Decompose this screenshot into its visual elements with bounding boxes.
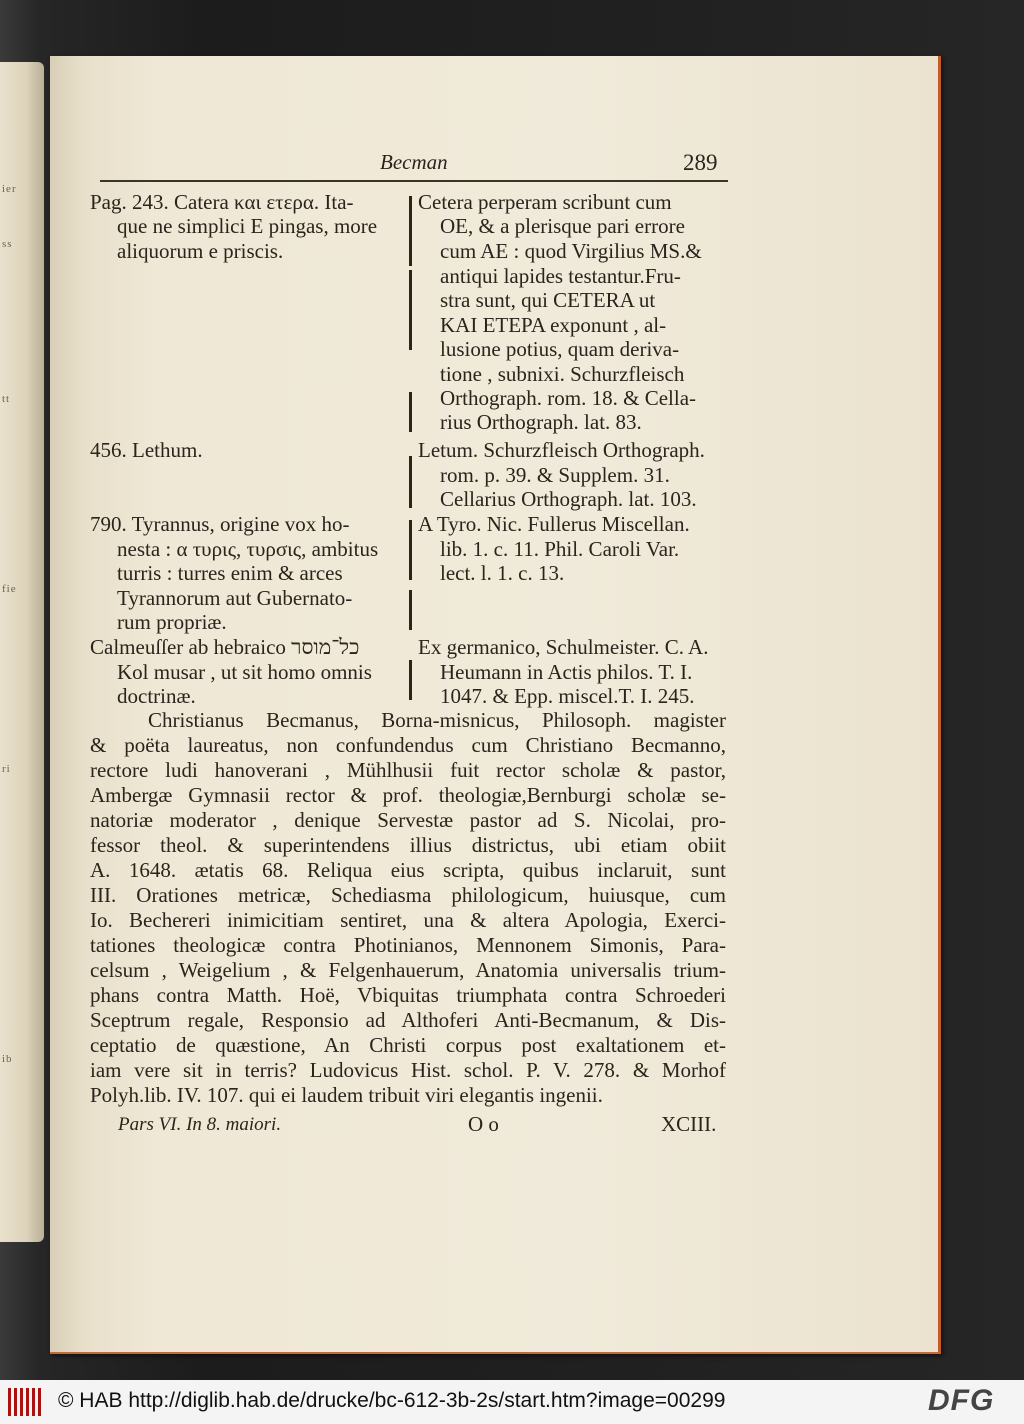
entry-right-line: Ex germanico, Schulmeister. C. A. — [418, 635, 709, 659]
entry-left-line: nesta : α τυρις, τυρσις, ambitus — [117, 537, 379, 561]
entry-right-line: cum AE : quod Virgilius MS.& — [440, 239, 702, 263]
body-text-line: rectore ludi hanoverani , Mühlhusii fuit rector scholæ & pastor, — [90, 758, 726, 782]
entry-left-line: que ne simplici E pingas, more — [117, 214, 378, 238]
source-credit: © HAB http://diglib.hab.de/drucke/bc-612-3b-2s/start.htm?image=00299 — [58, 1389, 726, 1412]
entry-right-line: Cellarius Orthograph. lat. 103. — [440, 487, 697, 511]
entry-right-line: lib. 1. c. 11. Phil. Caroli Var. — [440, 537, 680, 561]
entry-right-line: stra sunt, qui CETERA ut — [440, 288, 656, 312]
entry-left-line: aliquorum e priscis. — [117, 239, 284, 263]
column-separator — [409, 456, 412, 508]
body-text-line: Ambergæ Gymnasii rector & prof. theologiæ,Bernburgi scholæ se- — [90, 783, 726, 807]
body-text-line: iam vere sit in terris? Ludovicus Hist. schol. P. V. 278. & Morhof — [90, 1058, 726, 1082]
library-barcode-icon — [8, 1388, 42, 1416]
entry-right-line: Cetera perperam scribunt cum — [418, 190, 672, 214]
entry-left-line: 456. Lethum. — [90, 438, 203, 462]
entry-left-line: 790. Tyrannus, origine vox ho- — [90, 512, 350, 536]
column-separator — [409, 392, 412, 432]
entry-right-line: rom. p. 39. & Supplem. 31. — [440, 463, 670, 487]
entry-right-line: lusione potius, quam deriva- — [440, 337, 680, 361]
header-rule — [100, 180, 728, 182]
entry-right-line: tione , subnixi. Schurzfleisch — [440, 362, 685, 386]
column-separator — [409, 590, 412, 630]
body-text-line: celsum , Weigelium , & Felgenhauerum, Anatomia universalis trium- — [90, 958, 726, 982]
entry-right-line: rius Orthograph. lat. 83. — [440, 410, 642, 434]
column-separator — [409, 520, 412, 580]
entry-right-line: Heumann in Actis philos. T. I. — [440, 660, 693, 684]
body-text-line: natoriæ moderator , denique Servestæ pastor ad S. Nicolai, pro- — [90, 808, 726, 832]
page-number: 289 — [683, 150, 718, 175]
column-separator — [409, 660, 412, 700]
body-text-line: ceptatio de quæstione, An Christi corpus post exaltationem et- — [90, 1033, 726, 1057]
column-separator — [409, 270, 412, 350]
body-text-line: & poëta laureatus, non confundendus cum Christiano Becmanno, — [90, 733, 726, 757]
column-separator — [409, 196, 412, 266]
entry-right-line: antiqui lapides testantur.Fru- — [440, 264, 681, 288]
entry-right-line: Letum. Schurzfleisch Orthograph. — [418, 438, 705, 462]
entry-left-line: Calmeuſſer ab hebraico כל־מוסר — [90, 635, 360, 659]
entry-left-line: rum propriæ. — [117, 610, 227, 634]
running-head: Becman — [380, 150, 448, 174]
body-text-line: Sceptrum regale, Responsio ad Althoferi Anti-Becmanum, & Dis- — [90, 1008, 726, 1032]
body-text-line: tationes theologicæ contra Photinianos, Mennonem Simonis, Para- — [90, 933, 726, 957]
entry-left-line: doctrinæ. — [117, 684, 196, 708]
entry-right-line: 1047. & Epp. miscel.T. I. 245. — [440, 684, 695, 708]
adjacent-page-fragment: ier ss tt fie ri ib — [0, 62, 44, 1242]
body-text-line: phans contra Matth. Hoë, Vbiquitas triumphata contra Schroederi — [90, 983, 726, 1007]
credit-bar — [0, 1380, 1024, 1424]
entry-left-line: Pag. 243. Catera και ετερα. Ita- — [90, 190, 354, 214]
sheet-mark: O o — [468, 1112, 499, 1136]
entry-right-line: ΚΑΙ ΕΤΕΡΑ exponunt , al- — [440, 313, 667, 337]
body-text-line: Polyh.lib. IV. 107. qui ei laudem tribuit viri elegantis ingenii. — [90, 1083, 603, 1107]
body-text-line: III. Orationes metricæ, Schediasma philologicum, huiusque, cum — [90, 883, 726, 907]
entry-left-line: turris : turres enim & arces — [117, 561, 343, 585]
entry-right-line: lect. l. 1. c. 13. — [440, 561, 565, 585]
body-text-line: A. 1648. ætatis 68. Reliqua eius scripta, quibus inclaruit, sunt — [90, 858, 726, 882]
body-text-line: Io. Bechereri inimicitiam sentiret, una & altera Apologia, Exerci- — [90, 908, 726, 932]
entry-right-line: OE, & a plerisque pari errore — [440, 214, 685, 238]
dfg-logo: DFG — [928, 1384, 995, 1417]
roman-page-number: XCIII. — [661, 1112, 717, 1136]
entry-left-line: Tyrannorum aut Gubernato- — [117, 586, 353, 610]
body-text-line: Christianus Becmanus, Borna-misnicus, Philosoph. magister — [148, 708, 726, 732]
entry-right-line: Orthograph. rom. 18. & Cella- — [440, 386, 697, 410]
signature-line: Pars VI. In 8. maiori. — [118, 1114, 282, 1135]
entry-left-line: Kol musar , ut sit homo omnis — [117, 660, 372, 684]
entry-right-line: A Tyro. Nic. Fullerus Miscellan. — [418, 512, 690, 536]
body-text-line: fessor theol. & superintendens illius districtus, ubi etiam obiit — [90, 833, 726, 857]
